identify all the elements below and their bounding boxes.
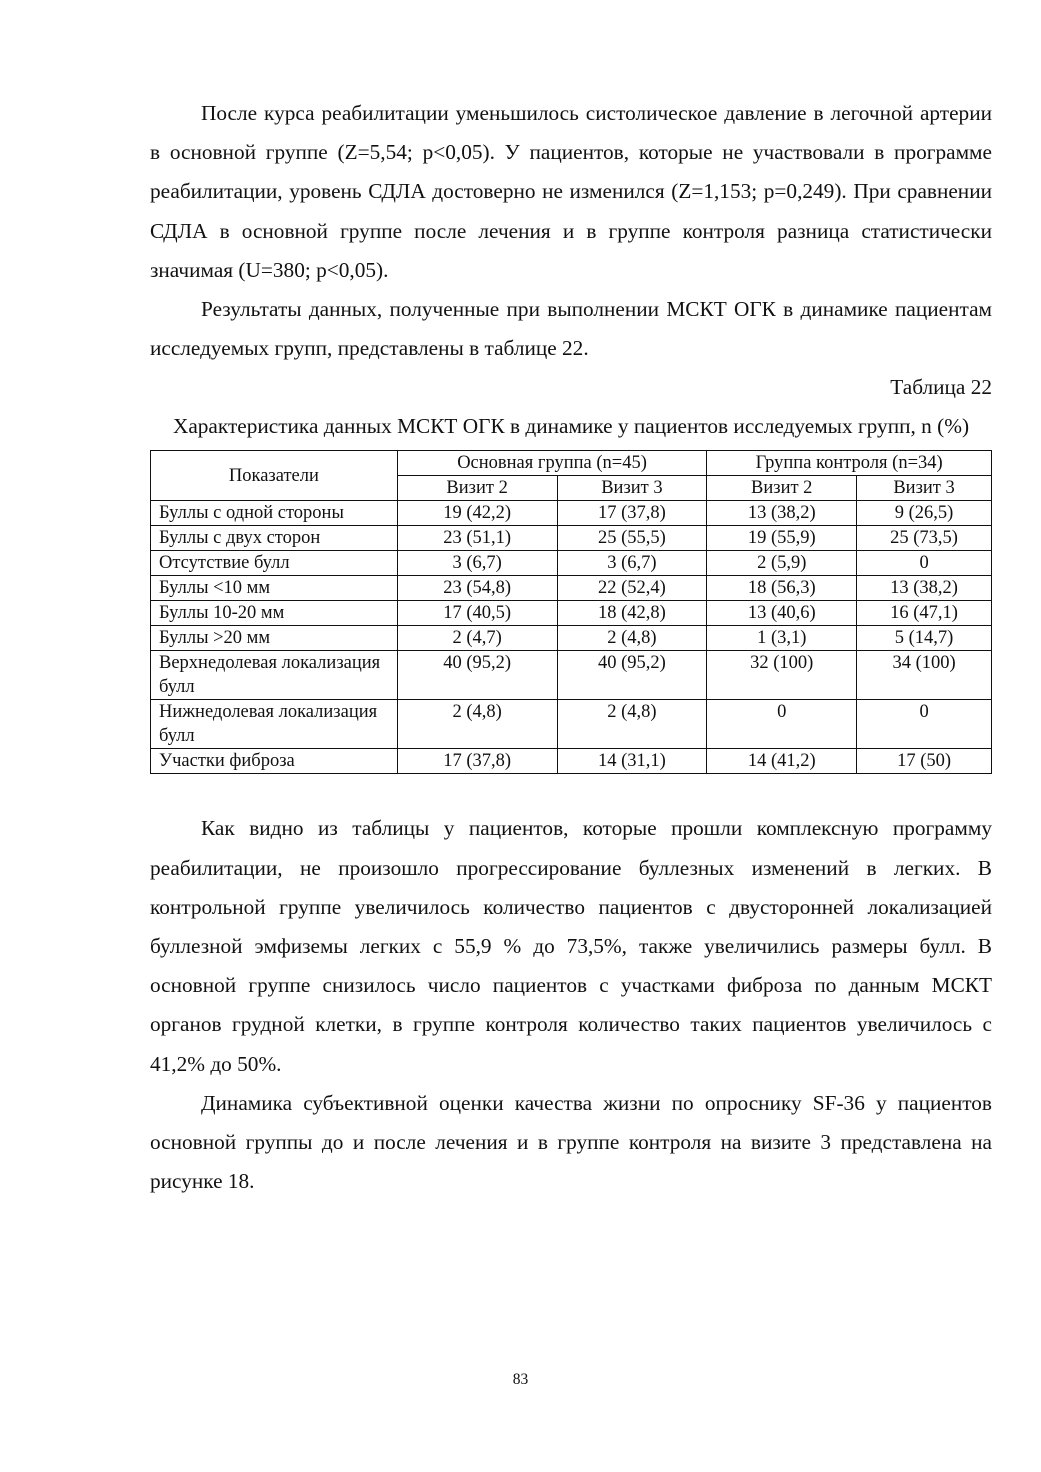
table-caption: Характеристика данных МСКТ ОГК в динамике у пациентов исследуемых групп, n (%) <box>172 414 970 439</box>
table-cell: 40 (95,2) <box>397 651 557 700</box>
table-cell: 13 (40,6) <box>707 601 857 626</box>
table-cell: 2 (4,8) <box>397 700 557 749</box>
table-row <box>151 601 992 626</box>
table-cell: 17 (37,8) <box>557 501 707 526</box>
table-cell: 14 (31,1) <box>557 749 707 774</box>
table-cell: 40 (95,2) <box>557 651 707 700</box>
header-visit: Визит 3 <box>857 476 992 501</box>
row-label: Верхнедолевая локализация булл <box>151 651 398 700</box>
table-cell: 3 (6,7) <box>557 551 707 576</box>
table-cell: 17 (37,8) <box>397 749 557 774</box>
table-cell: 25 (55,5) <box>557 526 707 551</box>
header-group-control: Группа контроля (n=34) <box>707 451 992 476</box>
header-indicator: Показатели <box>151 451 398 501</box>
table-row <box>151 551 992 576</box>
header-visit: Визит 2 <box>397 476 557 501</box>
table-cell: 19 (42,2) <box>397 501 557 526</box>
header-visit: Визит 2 <box>707 476 857 501</box>
table-label: Таблица 22 <box>890 375 992 400</box>
table-cell: 25 (73,5) <box>857 526 992 551</box>
table-cell: 23 (51,1) <box>397 526 557 551</box>
table-row <box>151 700 992 749</box>
table-cell: 2 (4,7) <box>397 626 557 651</box>
row-label: Буллы 10-20 мм <box>151 601 398 626</box>
row-label: Нижнедолевая локализация булл <box>151 700 398 749</box>
table-cell: 2 (4,8) <box>557 626 707 651</box>
table-body <box>151 501 992 774</box>
table-cell: 34 (100) <box>857 651 992 700</box>
table-row <box>151 749 992 774</box>
document-page <box>150 94 992 1201</box>
table-header-row <box>151 451 992 476</box>
data-table <box>150 450 992 774</box>
table-cell: 32 (100) <box>707 651 857 700</box>
table-cell: 18 (56,3) <box>707 576 857 601</box>
table-cell: 17 (40,5) <box>397 601 557 626</box>
row-label: Буллы <10 мм <box>151 576 398 601</box>
header-visit: Визит 3 <box>557 476 707 501</box>
paragraph: Результаты данных, полученные при выполнении МСКТ ОГК в динамике пациентам исследуемых групп, представлены в таблице 22. <box>150 297 992 361</box>
table-cell: 2 (5,9) <box>707 551 857 576</box>
table-cell: 13 (38,2) <box>707 501 857 526</box>
table-cell: 19 (55,9) <box>707 526 857 551</box>
paragraph: Динамика субъективной оценки качества жизни по опроснику SF-36 у пациентов основной группы до и после лечения и в группе контроля на визите 3 представлена на рисунке 18. <box>150 1090 992 1194</box>
table-cell: 5 (14,7) <box>857 626 992 651</box>
table-cell: 17 (50) <box>857 749 992 774</box>
paragraph: Как видно из таблицы у пациентов, которые прошли комплексную программу реабилитации, не произошло прогрессирование буллезных изменений в легких. В контрольной группе увеличилось количество пациентов с двусторонней локализацией буллезной эмфиземы легких с 55,9 % до 73,5%, также увеличились размеры булл. В основной группе снизилось число пациентов с участками фиброза по данным МСКТ органов грудной клетки, в группе контроля количество таких пациентов увеличилось с 41,2% до 50%. <box>150 816 992 1076</box>
table-cell: 3 (6,7) <box>397 551 557 576</box>
table-cell: 23 (54,8) <box>397 576 557 601</box>
table-cell: 18 (42,8) <box>557 601 707 626</box>
row-label: Буллы с одной стороны <box>151 501 398 526</box>
table-row <box>151 626 992 651</box>
table-row <box>151 576 992 601</box>
row-label: Буллы с двух сторон <box>151 526 398 551</box>
table-cell: 2 (4,8) <box>557 700 707 749</box>
row-label: Буллы >20 мм <box>151 626 398 651</box>
table-cell: 0 <box>857 551 992 576</box>
page-number: 83 <box>512 1371 529 1388</box>
table-row <box>151 526 992 551</box>
table-cell: 13 (38,2) <box>857 576 992 601</box>
table-row <box>151 501 992 526</box>
table-cell: 14 (41,2) <box>707 749 857 774</box>
paragraph: После курса реабилитации уменьшилось систолическое давление в легочной артерии в основной группе (Z=5,54; p<0,05). У пациентов, которые не участвовали в программе реабилитации, уровень СДЛА достоверно не изменился (Z=1,153; p=0,249). При сравнении СДЛА в основной группе после лечения и в группе контроля разница статистически значимая (U=380; p<0,05). <box>150 101 992 282</box>
header-group-main: Основная группа (n=45) <box>397 451 707 476</box>
table-cell: 1 (3,1) <box>707 626 857 651</box>
row-label: Участки фиброза <box>151 749 398 774</box>
table-cell: 0 <box>857 700 992 749</box>
table-cell: 22 (52,4) <box>557 576 707 601</box>
row-label: Отсутствие булл <box>151 551 398 576</box>
table-cell: 16 (47,1) <box>857 601 992 626</box>
table-cell: 9 (26,5) <box>857 501 992 526</box>
table-row <box>151 651 992 700</box>
table-cell: 0 <box>707 700 857 749</box>
